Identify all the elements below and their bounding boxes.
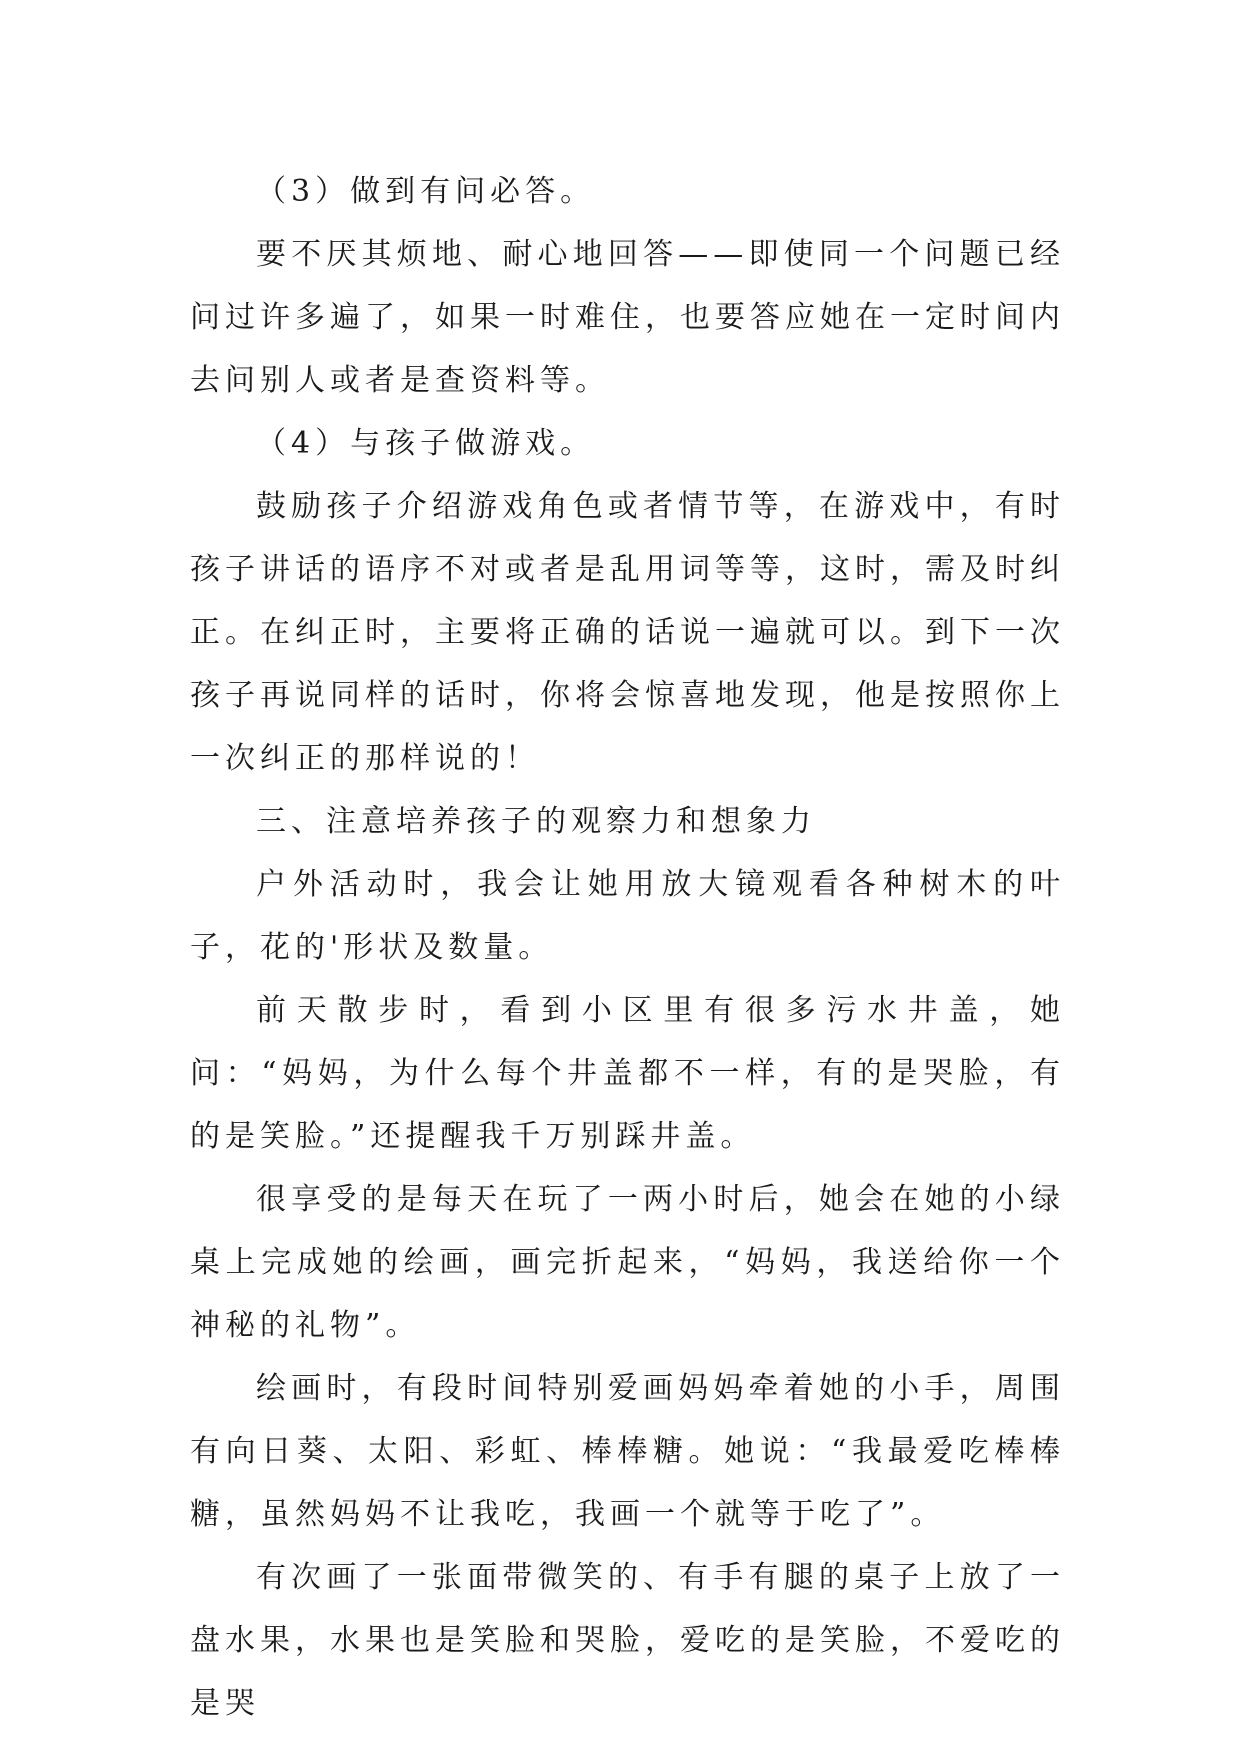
paragraph-outdoor-activity: 户外活动时，我会让她用放大镜观看各种树木的叶子，花的'形状及数量。 xyxy=(190,867,1065,965)
paragraph-drawing-table: 有次画了一张面带微笑的、有手有腿的桌子上放了一盘水果，水果也是笑脸和哭脸，爱吃的是笑脸，不爱吃的是哭 xyxy=(190,1560,1065,1721)
item-heading-4: （4）与孩子做游戏。 xyxy=(256,426,596,461)
paragraph-drawing-gift: 很享受的是每天在玩了一两小时后，她会在她的小绿桌上完成她的绘画，画完折起来，“妈妈，我送给你一个神秘的礼物”。 xyxy=(190,1182,1065,1343)
paragraph-manhole-covers: 前天散步时，看到小区里有很多污水井盖，她问：“妈妈，为什么每个井盖都不一样，有的是哭脸，有的是笑脸。”还提醒我千万别踩井盖。 xyxy=(190,993,1065,1154)
paragraph-play-games: 鼓励孩子介绍游戏角色或者情节等，在游戏中，有时孩子讲话的语序不对或者是乱用词等等，这时，需及时纠正。在纠正时，主要将正确的话说一遍就可以。到下一次孩子再说同样的话时，你将会惊喜地发现，他是按照你上一次纠正的那样说的！ xyxy=(190,489,1065,776)
section-heading-3: 三、注意培养孩子的观察力和想象力 xyxy=(256,804,816,839)
paragraph-drawing-lollipop: 绘画时，有段时间特别爱画妈妈牵着她的小手，周围有向日葵、太阳、彩虹、棒棒糖。她说：“我最爱吃棒棒糖，虽然妈妈不让我吃，我画一个就等于吃了”。 xyxy=(190,1371,1065,1532)
item-heading-3: （3）做到有问必答。 xyxy=(256,174,596,209)
body-text xyxy=(190,160,1065,1735)
paragraph-answer-questions: 要不厌其烦地、耐心地回答——即使同一个问题已经问过许多遍了，如果一时难住，也要答应她在一定时间内去问别人或者是查资料等。 xyxy=(190,237,1065,398)
